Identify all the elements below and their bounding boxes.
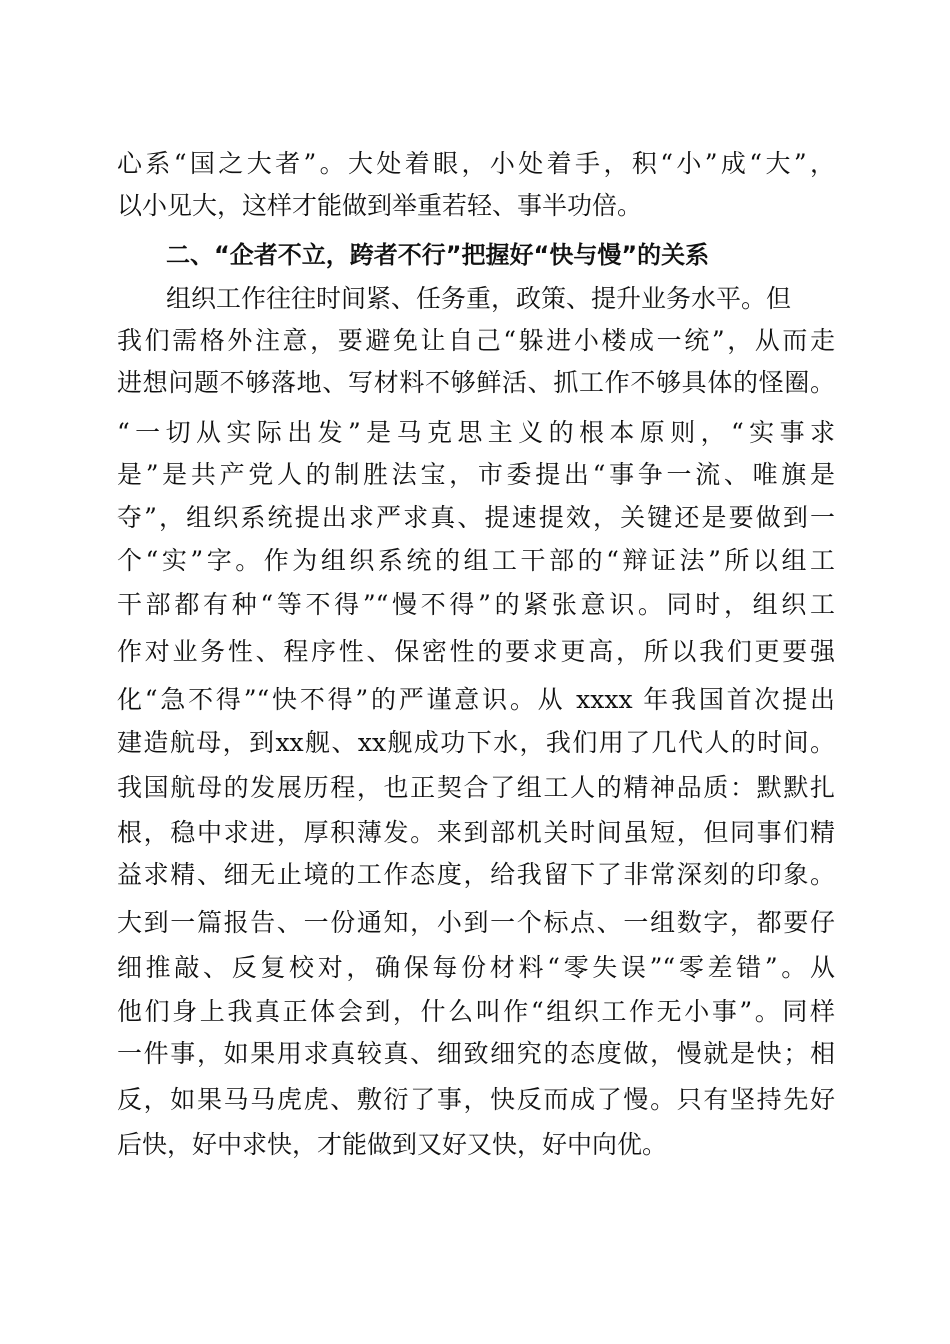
paragraph-line-16: 细推敲、反复校对，确保每份材料“零失误”“零差错”。从	[117, 953, 835, 982]
paragraph-line-9: 作对业务性、程序性、保密性的要求更高，所以我们更要强	[117, 637, 835, 666]
paragraph-line-17: 他们身上我真正体会到，什么叫作“组织工作无小事”。同样	[117, 997, 835, 1026]
paragraph-line-2: 我们需格外注意，要避免让自己“躲进小楼成一统”，从而走	[117, 326, 835, 355]
paragraph-line-14: 益求精、细无止境的工作态度，给我留下了非常深刻的印象。	[117, 860, 835, 889]
paragraph-line-13: 根，稳中求进，厚积薄发。来到部机关时间虽短，但同事们精	[117, 818, 835, 847]
paragraph-line-5: 是”是共产党人的制胜法宝，市委提出“事争一流、唯旗是	[117, 460, 835, 489]
section-heading: 二、“企者不立，跨者不行”把握好“快与慢”的关系	[166, 241, 710, 269]
paragraph-line-8: 干部都有种“等不得”“慢不得”的紧张意识。同时，组织工	[117, 590, 835, 619]
paragraph-line-20: 后快，好中求快，才能做到又好又快，好中向优。	[117, 1130, 668, 1159]
continuation-line-2: 以小见大，这样才能做到举重若轻、事半功倍。	[117, 191, 643, 220]
paragraph-line-18: 一件事，如果用求真较真、细致细究的态度做，慢就是快；相	[117, 1039, 835, 1068]
paragraph-line-19: 反，如果马马虎虎、敷衍了事，快反而成了慢。只有坚持先好	[117, 1085, 835, 1114]
paragraph-line-7: 个“实”字。作为组织系统的组工干部的“辩证法”所以组工	[117, 546, 835, 575]
paragraph-line-11: 建造航母，到xx舰、xx舰成功下水，我们用了几代人的时间。	[117, 728, 835, 757]
paragraph-line-4: “一切从实际出发”是马克思主义的根本原则，“实事求	[117, 418, 835, 447]
continuation-line-1: 心系“国之大者”。大处着眼，小处着手，积“小”成“大”，	[117, 149, 835, 178]
paragraph-line-12: 我国航母的发展历程，也正契合了组工人的精神品质：默默扎	[117, 773, 835, 802]
paragraph-line-6: 夺”，组织系统提出求严求真、提速提效，关键还是要做到一	[117, 503, 835, 532]
paragraph-line-10: 化“急不得”“快不得”的严谨意识。从 xxxx 年我国首次提出	[117, 685, 835, 714]
paragraph-line-15: 大到一篇报告、一份通知，小到一个标点、一组数字，都要仔	[117, 908, 835, 937]
paragraph-line-3: 进想问题不够落地、写材料不够鲜活、抓工作不够具体的怪圈。	[117, 368, 835, 397]
paragraph-line-1: 组织工作往往时间紧、任务重，政策、提升业务水平。但	[166, 284, 792, 313]
